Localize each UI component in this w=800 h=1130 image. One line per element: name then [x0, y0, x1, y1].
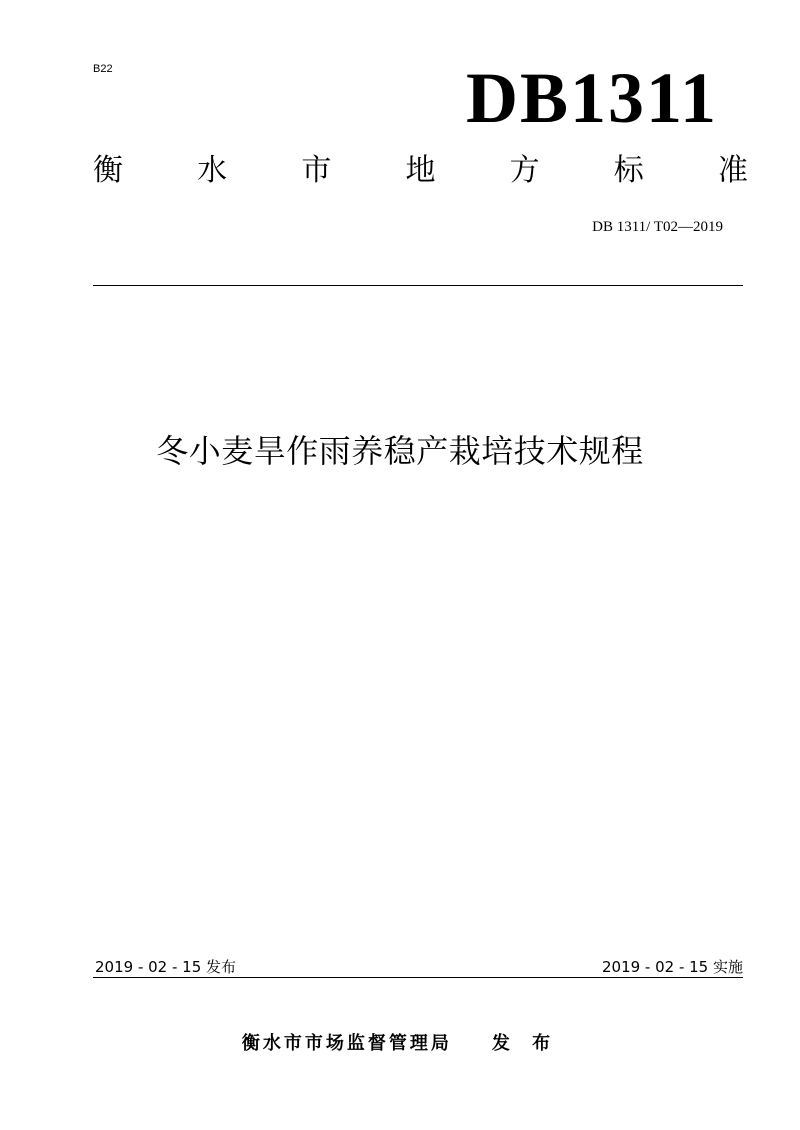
publisher-action: 发 布 — [491, 1033, 559, 1054]
publisher-name: 衡水市市场监督管理局 — [241, 1033, 452, 1054]
implement-date: 2019 - 02 - 15 实施 — [601, 958, 743, 976]
classification-code: B22 — [93, 63, 113, 75]
bottom-divider — [93, 977, 743, 978]
standard-type-char: 方 — [509, 153, 540, 188]
standard-type-char: 地 — [405, 153, 436, 188]
standard-type-char: 衡 — [93, 153, 123, 188]
document-title: 冬小麦旱作雨养稳产栽培技术规程 — [156, 432, 644, 470]
standard-type — [93, 153, 748, 188]
standard-type-char: 标 — [613, 153, 644, 188]
standard-type-char: 市 — [301, 153, 332, 188]
date-row — [95, 958, 743, 976]
issue-date: 2019 - 02 - 15 发布 — [95, 958, 237, 976]
standard-type-char: 水 — [197, 153, 228, 188]
top-divider — [93, 285, 743, 286]
publisher-row — [0, 1029, 800, 1055]
standard-number: DB 1311/ T02—2019 — [592, 219, 723, 235]
standard-code: DB1311 — [465, 58, 718, 138]
standard-type-char: 准 — [717, 153, 748, 188]
